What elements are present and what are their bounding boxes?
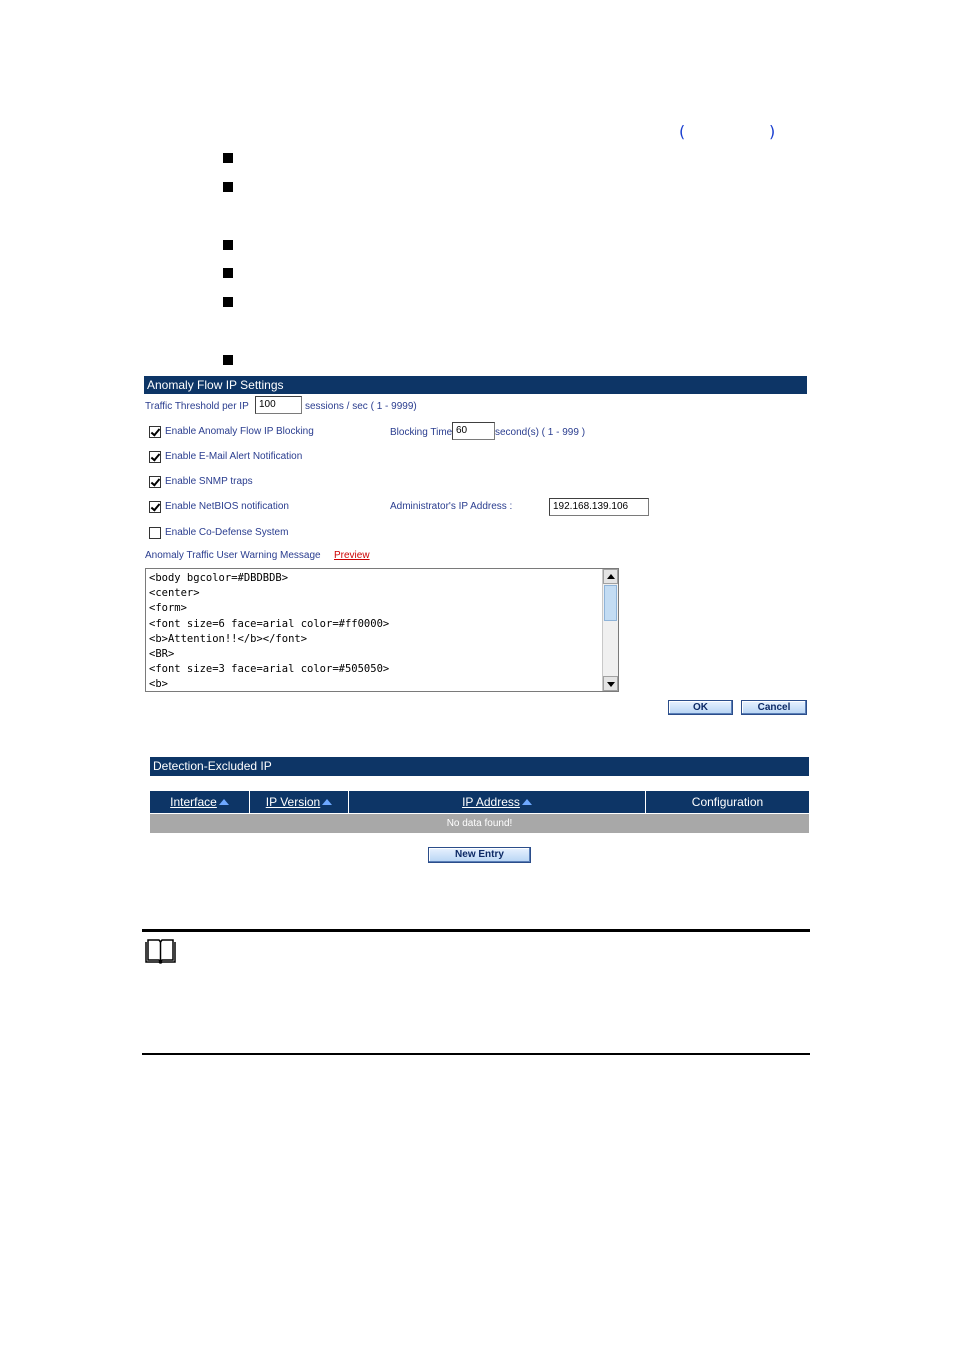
message-line: <font size=6 face=arial color=#ff0000> (149, 617, 390, 630)
message-line: <b> (149, 678, 168, 691)
open-paren: ( (679, 122, 686, 141)
message-line: <BR> (149, 648, 175, 661)
column-interface-label: Interface (170, 795, 217, 809)
column-ip-address-label: IP Address (462, 795, 520, 809)
message-line: <form> (149, 602, 187, 615)
email-alert-label: Enable E-Mail Alert Notification (165, 451, 303, 462)
book-icon (144, 938, 177, 965)
column-ip-version-label: IP Version (265, 795, 321, 809)
textarea-content (146, 571, 389, 692)
bullet-marker (223, 240, 233, 250)
anomaly-blocking-checkbox[interactable] (149, 426, 161, 438)
scroll-down-button[interactable] (603, 676, 618, 691)
bullet-marker (223, 355, 233, 365)
excluded-title-bar: Detection-Excluded IP (150, 757, 809, 776)
bullet-marker (223, 268, 233, 278)
email-alert-checkbox[interactable] (149, 451, 161, 463)
snmp-traps-label: Enable SNMP traps (165, 476, 253, 487)
co-defense-label: Enable Co-Defense System (165, 527, 289, 538)
blocking-time-unit: second(s) ( 1 - 999 ) (495, 427, 586, 438)
bullet-marker (223, 297, 233, 307)
snmp-traps-checkbox[interactable] (149, 476, 161, 488)
bullet-marker (223, 182, 233, 192)
blocking-time-label: Blocking Time (390, 427, 453, 438)
textarea-scrollbar[interactable] (602, 569, 618, 691)
anomaly-blocking-label: Enable Anomaly Flow IP Blocking (165, 426, 314, 437)
threshold-unit: sessions / sec ( 1 - 9999) (305, 401, 417, 412)
column-configuration (646, 791, 809, 813)
preview-link[interactable]: Preview (334, 550, 370, 561)
bullet-marker (223, 153, 233, 163)
warning-message-textarea[interactable] (145, 568, 619, 692)
threshold-label: Traffic Threshold per IP (145, 401, 249, 412)
message-line: <font size=3 face=arial color=#505050> (149, 663, 390, 676)
warning-message-label: Anomaly Traffic User Warning Message (145, 550, 321, 561)
cancel-button[interactable]: Cancel (741, 700, 807, 715)
netbios-label: Enable NetBIOS notification (165, 501, 289, 512)
sort-up-icon (522, 799, 532, 805)
message-line: <center> (149, 587, 200, 600)
scroll-thumb[interactable] (604, 585, 617, 621)
admin-ip-input[interactable]: 192.168.139.106 (549, 498, 649, 516)
ok-button[interactable]: OK (668, 700, 733, 715)
note-bottom-rule (142, 1053, 810, 1055)
netbios-checkbox[interactable] (149, 501, 161, 513)
co-defense-checkbox[interactable] (149, 527, 161, 539)
sort-up-icon (219, 799, 229, 805)
note-top-rule (142, 929, 810, 932)
column-configuration-label: Configuration (691, 795, 764, 809)
close-paren: ) (769, 122, 776, 141)
column-ip-version[interactable] (250, 791, 348, 813)
scroll-up-button[interactable] (603, 569, 618, 584)
message-line: <body bgcolor=#DBDBDB> (149, 572, 289, 584)
blocking-time-input[interactable]: 60 (452, 422, 495, 440)
column-ip-address[interactable] (349, 791, 645, 813)
arrow-down-icon (607, 682, 615, 687)
settings-title-bar: Anomaly Flow IP Settings (144, 376, 807, 394)
column-interface[interactable] (150, 791, 249, 813)
threshold-input[interactable]: 100 (255, 396, 302, 414)
message-line: <b>Attention!!</b></font> (149, 632, 308, 645)
arrow-up-icon (607, 574, 615, 579)
new-entry-button[interactable]: New Entry (428, 847, 531, 863)
admin-ip-label: Administrator's IP Address : (390, 501, 513, 512)
sort-up-icon (322, 799, 332, 805)
empty-table-row: No data found! (150, 814, 809, 833)
